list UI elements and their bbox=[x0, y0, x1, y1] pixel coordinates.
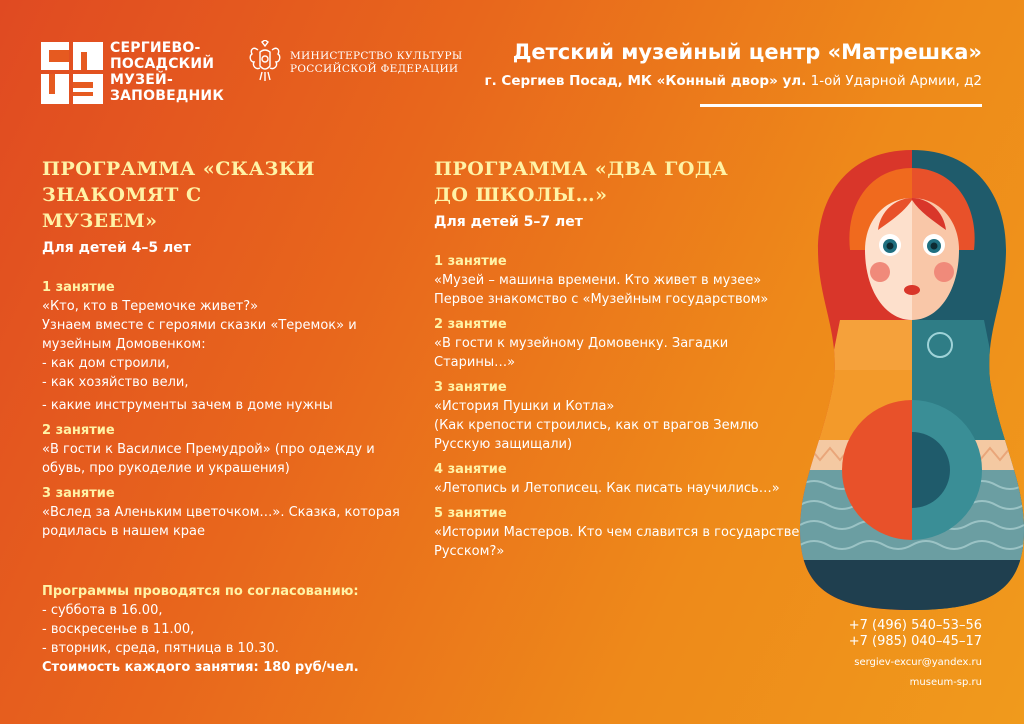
program-title-line: ПРОГРАММА «СКАЗКИ ЗНАКОМЯТ С bbox=[42, 158, 316, 206]
schedule-heading: Программы проводятся по согласованию: bbox=[42, 584, 359, 599]
phone-number[interactable]: +7 (985) 040–45–17 bbox=[848, 634, 982, 649]
lesson-item bbox=[434, 252, 804, 309]
lesson-line: - какие инструменты зачем в доме нужны bbox=[42, 398, 333, 413]
lesson-item bbox=[42, 421, 417, 478]
lesson-line: «Музей – машина времени. Кто живет в музее» bbox=[434, 273, 762, 288]
lesson-number: 3 занятие bbox=[42, 486, 115, 501]
center-address bbox=[485, 73, 982, 89]
lesson-list bbox=[434, 252, 804, 561]
lesson-item bbox=[42, 278, 417, 415]
center-title: Детский музейный центр «Матрешка» bbox=[512, 40, 982, 64]
ministry-line: МИНИСТЕРСТВО КУЛЬТУРЫ bbox=[290, 50, 463, 62]
program-block-2 bbox=[434, 156, 804, 567]
program-title-line: ДО ШКОЛЫ…» bbox=[434, 184, 608, 206]
lesson-list bbox=[42, 278, 417, 541]
schedule-item: - воскресенье в 11.00, bbox=[42, 622, 195, 637]
matryoshka-doll-icon bbox=[800, 150, 1024, 610]
lesson-line: - как хозяйство вели, bbox=[42, 375, 189, 390]
lesson-line: «Летопись и Летописец. Как писать научились…» bbox=[434, 481, 780, 496]
contacts-block bbox=[849, 618, 982, 690]
website-link[interactable]: museum-sp.ru bbox=[909, 677, 982, 688]
lesson-item bbox=[434, 460, 804, 498]
museum-name-line: СЕРГИЕВО- bbox=[110, 40, 201, 56]
email-link[interactable]: sergiev-excur@yandex.ru bbox=[854, 657, 982, 668]
program-title-line: МУЗЕЕМ» bbox=[42, 210, 158, 232]
lesson-line: Первое знакомство с «Музейным государством» bbox=[434, 292, 769, 307]
lesson-number: 4 занятие bbox=[434, 462, 507, 477]
program-age: Для детей 4–5 лет bbox=[42, 240, 191, 256]
program-age: Для детей 5–7 лет bbox=[434, 214, 583, 230]
lesson-number: 2 занятие bbox=[42, 423, 115, 438]
ministry-name bbox=[290, 50, 463, 76]
lesson-item bbox=[434, 504, 804, 561]
price-text: Стоимость каждого занятия: 180 руб/чел. bbox=[42, 660, 359, 675]
program-title bbox=[42, 156, 417, 234]
lesson-number: 1 занятие bbox=[42, 280, 115, 295]
museum-name bbox=[110, 40, 224, 104]
phone-number[interactable]: +7 (496) 540–53–56 bbox=[848, 618, 982, 633]
lesson-line: «История Пушки и Котла» bbox=[434, 399, 615, 414]
lesson-line: «Вслед за Аленьким цветочком…». Сказка, которая родилась в нашем крае bbox=[42, 505, 400, 539]
schedule-item: - вторник, среда, пятница в 10.30. bbox=[42, 641, 279, 656]
lesson-line: «В гости к музейному Домовенку. Загадки Старины…» bbox=[434, 336, 729, 370]
lesson-line: - как дом строили, bbox=[42, 356, 170, 371]
ministry-line: РОССИЙСКОЙ ФЕДЕРАЦИИ bbox=[290, 63, 459, 75]
schedule-item: - суббота в 16.00, bbox=[42, 603, 163, 618]
double-headed-eagle-icon bbox=[248, 40, 282, 82]
lesson-item bbox=[42, 484, 417, 541]
museum-name-line: ПОСАДСКИЙ bbox=[110, 56, 215, 72]
lesson-line: Узнаем вместе с героями сказки «Теремок» и музейным Домовенком: bbox=[42, 318, 357, 352]
address-bold: г. Сергиев Посад, МК «Конный двор» ул. bbox=[484, 73, 807, 89]
program-title bbox=[434, 156, 804, 208]
schedule-block bbox=[42, 582, 422, 677]
lesson-number: 1 занятие bbox=[434, 254, 507, 269]
lesson-number: 5 занятие bbox=[434, 506, 507, 521]
lesson-line: «В гости к Василисе Премудрой» (про одежду и обувь, про рукоделие и украшения) bbox=[42, 442, 375, 476]
museum-name-line: ЗАПОВЕДНИК bbox=[110, 88, 224, 104]
lesson-line: (Как крепости строились, как от врагов Землю Русскую защищали) bbox=[434, 418, 759, 452]
program-block-1 bbox=[42, 156, 417, 547]
lesson-item bbox=[434, 378, 804, 454]
lesson-number: 2 занятие bbox=[434, 317, 507, 332]
museum-name-line: МУЗЕЙ- bbox=[110, 72, 173, 88]
smz-logo-icon bbox=[41, 42, 103, 104]
program-title-line: ПРОГРАММА «ДВА ГОДА bbox=[434, 158, 729, 180]
lesson-line: «Кто, кто в Теремочке живет?» bbox=[42, 299, 259, 314]
address-rest: 1-ой Ударной Армии, д2 bbox=[806, 73, 982, 89]
lesson-line: «Истории Мастеров. Кто чем славится в государстве Русском?» bbox=[434, 525, 800, 559]
lesson-number: 3 занятие bbox=[434, 380, 507, 395]
header-divider bbox=[700, 104, 982, 107]
lesson-item bbox=[434, 315, 804, 372]
